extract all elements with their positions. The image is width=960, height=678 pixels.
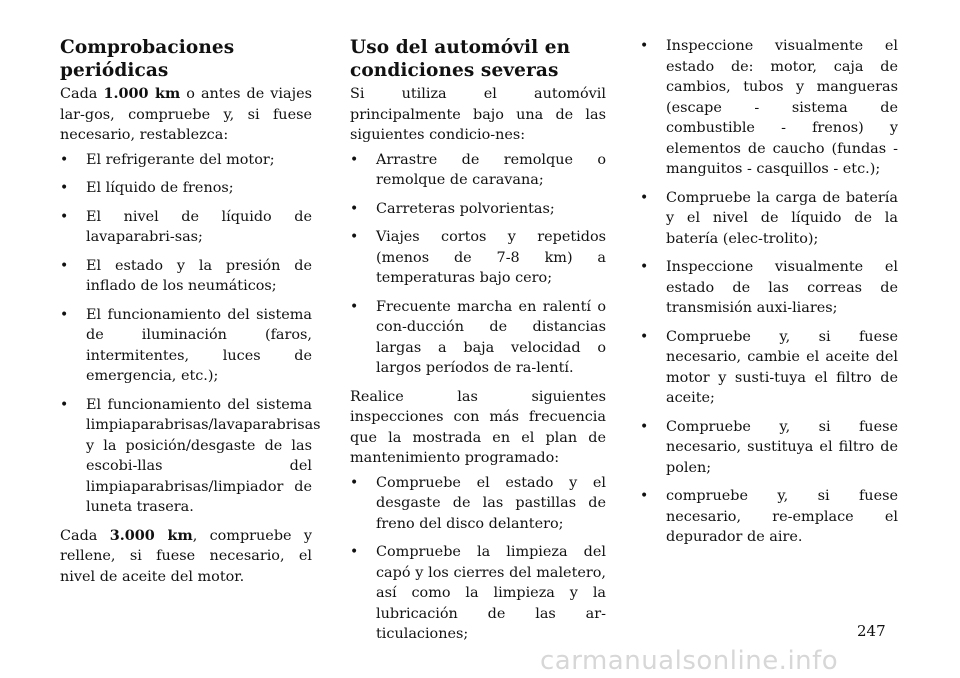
list-item: • Compruebe y, si fuese necesario, sustituya el filtro de polen; — [640, 417, 898, 479]
section-title-periodic-checks: Comprobaciones periódicas — [60, 37, 235, 81]
outro-paragraph — [60, 526, 312, 588]
intro-text-pre: Cada — [60, 86, 104, 102]
intro-paragraph — [60, 84, 312, 146]
list-item: • Inspeccione visualmente el estado de: motor, caja de cambios, tubos y mangueras (escape - sistema de combustible - frenos) y elementos de caucho (fundas - manguitos - casquillos - etc.); — [640, 36, 898, 180]
inspections-list-continued — [640, 36, 898, 548]
list-item: • El refrigerante del motor; — [60, 150, 312, 171]
list-item: • Inspeccione visualmente el estado de las correas de transmisión auxi-liares; — [640, 257, 898, 319]
outro-text-post: , compruebe y rellene, si fuese necesario, el nivel de aceite del motor. — [60, 527, 312, 585]
periodic-checks-list — [60, 150, 321, 518]
column-1 — [60, 36, 321, 591]
intro-text-post: o antes de viajes lar-gos, compruebe y, si fuese necesario, restablezca: — [60, 86, 312, 143]
list-item: • El líquido de frenos; — [60, 178, 312, 199]
list-item: • El funcionamiento del sistema de iluminación (faros, intermitentes, luces de emergencia, etc.); — [60, 305, 312, 387]
list-item: • Compruebe la limpieza del capó y los cierres del maletero, así como la limpieza y la lubricación de las ar-ticulaciones; — [350, 542, 606, 645]
inspections-paragraph: Realice las siguientes inspecciones con más frecuencia que la mostrada en el plan de mantenimiento programado: — [350, 388, 606, 466]
list-item: • Compruebe el estado y el desgaste de las pastillas de freno del disco delantero; — [350, 473, 606, 535]
inspections-list — [350, 473, 606, 645]
watermark: carmanualsonline.info — [540, 646, 839, 676]
list-item: • Carreteras polvorientas; — [350, 199, 606, 220]
severe-intro-paragraph: Si utiliza el automóvil principalmente bajo una de las siguientes condicio-nes: — [350, 86, 606, 143]
list-item: • Frecuente marcha en ralentí o con-ducción de distancias largas a baja velocidad o largos períodos de ra-lentí. — [350, 297, 606, 379]
intro-distance: 1.000 km — [103, 85, 181, 102]
outro-distance: 3.000 km — [109, 526, 193, 544]
list-item: • Compruebe la carga de batería y el nivel de líquido de la batería (elec-trolito); — [640, 188, 898, 250]
list-item: • Arrastre de remolque o remolque de caravana; — [350, 150, 606, 191]
page-number: 247 — [857, 622, 886, 640]
list-item: • El funcionamiento del sistema limpiaparabrisas/lavaparabrisas y la posición/desgaste de las escobi-llas del limpiaparabrisas/limpiador de luneta trasera. — [60, 395, 312, 518]
outro-text-pre: Cada — [60, 527, 110, 544]
column-2 — [350, 36, 606, 653]
list-item: • Viajes cortos y repetidos (menos de 7-8 km) a temperaturas bajo cero; — [350, 227, 606, 289]
list-item: • El nivel de líquido de lavaparabri-sas; — [60, 207, 312, 248]
list-item: • compruebe y, si fuese necesario, re-emplace el depurador de aire. — [640, 486, 898, 548]
severe-conditions-list — [350, 150, 606, 379]
list-item: • El estado y la presión de inflado de los neumáticos; — [60, 256, 312, 297]
section-title-severe-conditions: Uso del automóvil en condiciones severas — [350, 37, 571, 81]
list-item: • Compruebe y, si fuese necesario, cambie el aceite del motor y susti-tuya el filtro de aceite; — [640, 327, 898, 409]
column-3 — [640, 36, 898, 556]
